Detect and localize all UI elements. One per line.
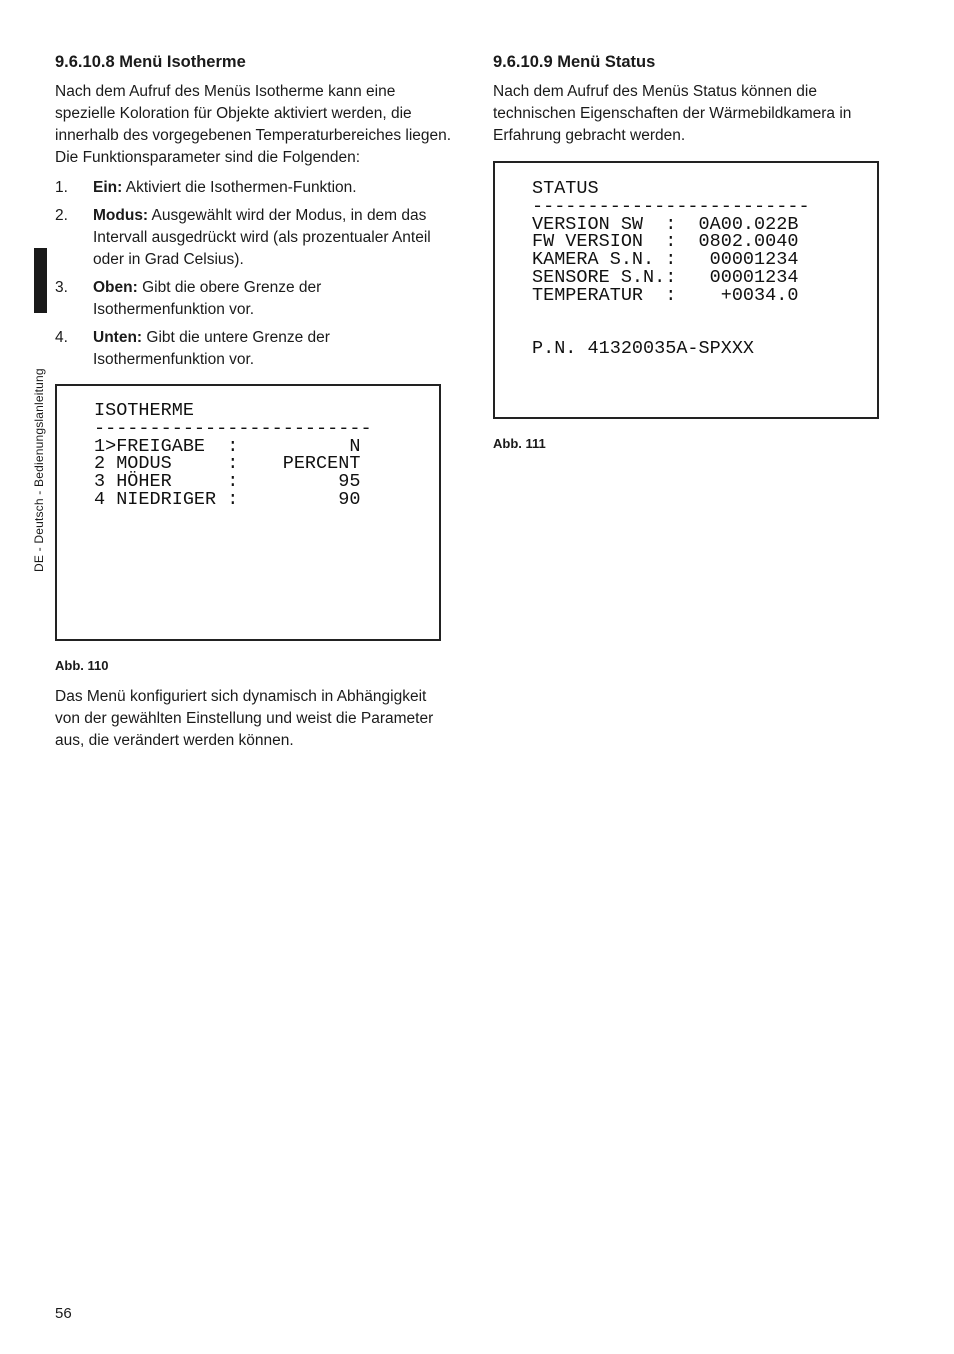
osd-menu-status xyxy=(493,161,879,419)
section-heading-status: 9.6.10.9 Menü Status xyxy=(493,53,656,71)
list-item: 2. Modus: Ausgewählt wird der Modus, in dem das Intervall ausgedrückt wird (als prozentualer Anteil oder in Grad Celsius). xyxy=(55,207,431,268)
list-item: 1. Ein: Aktiviert die Isothermen-Funktion. xyxy=(55,179,357,196)
closing-paragraph: Das Menü konfiguriert sich dynamisch in Abhängigkeit von der gewählten Einstellung und weist die Parameter aus, die verändert werden können. xyxy=(55,688,434,749)
list-item: 4. Unten: Gibt die untere Grenze der Isothermenfunktion vor. xyxy=(55,329,330,368)
right-column xyxy=(493,52,893,147)
osd-text: ISOTHERME ------------------------- 1>FREIGABE : N 2 MODUS : PERCENT 3 HÖHER : 95 4 NIEDRIGER : 90 xyxy=(94,400,372,510)
osd-menu-isotherme xyxy=(55,384,441,641)
page-number: 56 xyxy=(55,1305,72,1322)
osd-text: STATUS ------------------------- VERSION SW : 0A00.022B FW VERSION : 0802.0040 KAMERA S.N. : 00001234 SENSORE S.N.: 00001234 TEMPERATUR : +0034.0 P.N. 41320035A-SPXXX xyxy=(532,178,810,360)
left-column xyxy=(55,52,455,377)
sidebar-label: DE - Deutsch - Bedienungslanleitung xyxy=(32,368,46,572)
section-tab-marker xyxy=(34,248,47,313)
figure-caption: Abb. 110 xyxy=(55,658,109,673)
parameter-list xyxy=(55,177,455,371)
list-item: 3. Oben: Gibt die obere Grenze der Isothermenfunktion vor. xyxy=(55,279,322,318)
figure-caption: Abb. 111 xyxy=(493,436,546,451)
section-heading-isotherme: 9.6.10.8 Menü Isotherme xyxy=(55,53,246,71)
status-intro: Nach dem Aufruf des Menüs Status können die technischen Eigenschaften der Wärmebildkamera in Erfahrung gebracht werden. xyxy=(493,83,852,144)
isotherme-intro: Nach dem Aufruf des Menüs Isotherme kann eine spezielle Koloration für Objekte aktiviert werden, die innerhalb des vorgegebenen Temperaturbereiches liegen. Die Funktionsparameter sind die Folgenden: xyxy=(55,83,452,166)
